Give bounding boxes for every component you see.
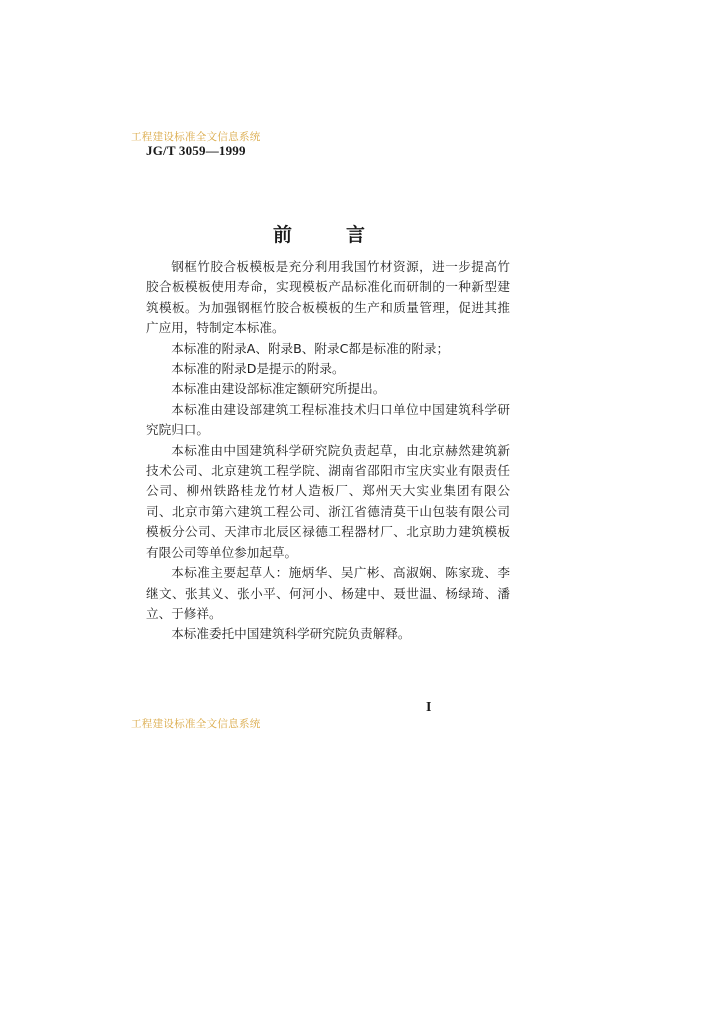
- paragraph-appendix-informative: 本标准的附录D是提示的附录。: [171, 361, 345, 377]
- paragraph-appendix-normative: 本标准的附录A、附录B、附录C都是标准的附录；: [171, 340, 450, 356]
- foreword-body: [146, 257, 510, 645]
- paragraph-proposed-by: 本标准由建设部标准定额研究所提出。: [171, 381, 386, 397]
- watermark-top: 工程建设标准全文信息系统: [131, 131, 261, 143]
- paragraph-drafters: 本标准主要起草人：施炳华、吴广彬、高淑娴、陈家珑、李继文、张其义、张小平、何河小、杨建中、聂世温、杨绿琦、潘立、于修祥。: [146, 565, 510, 621]
- paragraph-drafting-units: 本标准由中国建筑科学研究院负责起草，由北京赫然建筑新技术公司、北京建筑工程学院、湖南省邵阳市宝庆实业有限责任公司、柳州铁路桂龙竹材人造板厂、郑州天大实业集团有限公司、北京市第六建筑工程公司、浙江省德清莫干山包装有限公司模板分公司、天津市北辰区禄德工程器材厂、北京助力建筑模板有限公司等单位参加起草。: [146, 442, 510, 560]
- paragraph-centralized-by: 本标准由建设部建筑工程标准技术归口单位中国建筑科学研究院归口。: [146, 401, 510, 438]
- standard-number: JG/T 3059—1999: [146, 143, 246, 158]
- page-title: 前言: [273, 224, 420, 246]
- paragraph-intro: 钢框竹胶合板模板是充分利用我国竹材资源，进一步提高竹胶合板模板使用寿命，实现模板产品标准化而研制的一种新型建筑模板。为加强钢框竹胶合板模板的生产和质量管理，促进其推广应用，特制定本标准。: [146, 259, 510, 336]
- page-number: I: [426, 700, 432, 715]
- paragraph-interpretation: 本标准委托中国建筑科学研究院负责解释。: [171, 626, 411, 642]
- watermark-bottom: 工程建设标准全文信息系统: [131, 718, 261, 730]
